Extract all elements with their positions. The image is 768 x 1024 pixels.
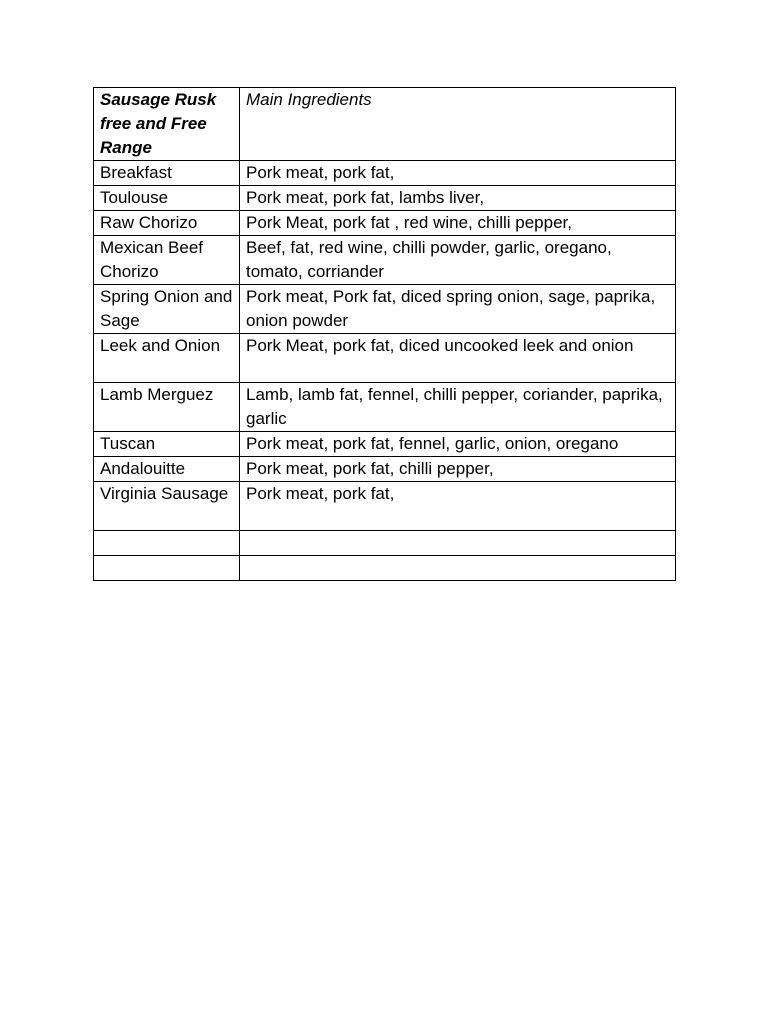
empty-name-cell (94, 531, 240, 556)
sausage-name-cell: Virginia Sausage (94, 482, 240, 531)
sausage-name-cell: Toulouse (94, 186, 240, 211)
table-row (94, 334, 676, 383)
ingredients-cell: Pork meat, pork fat, lambs liver, (240, 186, 676, 211)
header-sausage-name: Sausage Rusk free and Free Range (94, 88, 240, 161)
ingredients-cell: Pork Meat, pork fat , red wine, chilli pepper, (240, 211, 676, 236)
sausage-ingredients-table (93, 87, 676, 581)
empty-name-cell (94, 556, 240, 581)
sausage-name-cell: Mexican Beef Chorizo (94, 236, 240, 285)
sausage-name-cell: Raw Chorizo (94, 211, 240, 236)
sausage-name-cell: Andalouitte (94, 457, 240, 482)
ingredients-cell: Pork meat, pork fat, (240, 482, 676, 531)
table-row (94, 186, 676, 211)
ingredients-cell: Beef, fat, red wine, chilli powder, garlic, oregano, tomato, corriander (240, 236, 676, 285)
sausage-name-cell: Breakfast (94, 161, 240, 186)
table-row (94, 383, 676, 432)
header-main-ingredients: Main Ingredients (240, 88, 676, 161)
table-row (94, 211, 676, 236)
table-row (94, 161, 676, 186)
ingredients-cell: Pork meat, Pork fat, diced spring onion, sage, paprika, onion powder (240, 285, 676, 334)
table-row (94, 285, 676, 334)
sausage-name-cell: Tuscan (94, 432, 240, 457)
ingredients-cell: Pork Meat, pork fat, diced uncooked leek and onion (240, 334, 676, 383)
empty-table-row (94, 531, 676, 556)
sausage-name-cell: Leek and Onion (94, 334, 240, 383)
ingredients-cell: Pork meat, pork fat, chilli pepper, (240, 457, 676, 482)
table-row (94, 482, 676, 531)
table-header-row (94, 88, 676, 161)
ingredients-cell: Lamb, lamb fat, fennel, chilli pepper, coriander, paprika, garlic (240, 383, 676, 432)
ingredients-cell: Pork meat, pork fat, fennel, garlic, onion, oregano (240, 432, 676, 457)
empty-table-row (94, 556, 676, 581)
table-row (94, 432, 676, 457)
sausage-name-cell: Spring Onion and Sage (94, 285, 240, 334)
table-row (94, 457, 676, 482)
empty-ingredients-cell (240, 531, 676, 556)
ingredients-cell: Pork meat, pork fat, (240, 161, 676, 186)
table-row (94, 236, 676, 285)
sausage-name-cell: Lamb Merguez (94, 383, 240, 432)
empty-ingredients-cell (240, 556, 676, 581)
